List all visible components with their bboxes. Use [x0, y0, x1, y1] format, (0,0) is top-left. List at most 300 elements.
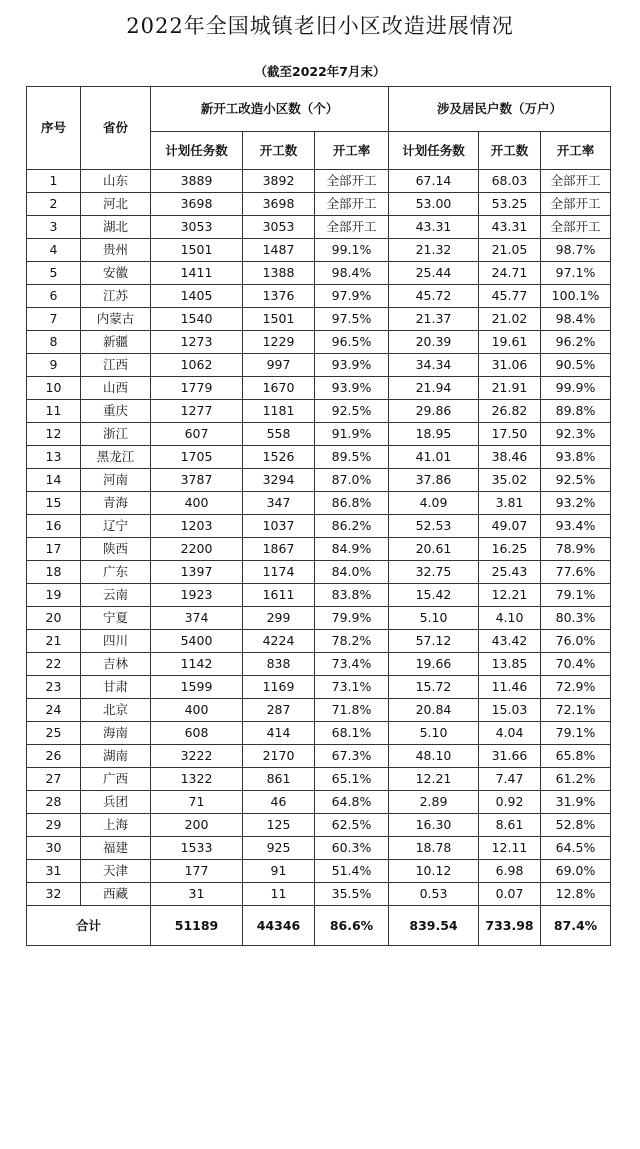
cell-household-rate: 100.1%	[541, 285, 611, 308]
cell-seq: 2	[27, 193, 81, 216]
table-body	[27, 170, 611, 906]
cell-province: 青海	[81, 492, 151, 515]
cell-household-started: 31.66	[479, 745, 541, 768]
cell-community-rate: 86.2%	[315, 515, 389, 538]
cell-province: 西藏	[81, 883, 151, 906]
cell-household-plan: 34.34	[389, 354, 479, 377]
header-h-rate: 开工率	[541, 132, 611, 170]
cell-household-rate: 全部开工	[541, 170, 611, 193]
cell-household-plan: 57.12	[389, 630, 479, 653]
total-h-started: 733.98	[479, 906, 541, 946]
cell-household-plan: 20.39	[389, 331, 479, 354]
cell-community-started: 299	[243, 607, 315, 630]
cell-province: 山东	[81, 170, 151, 193]
cell-community-rate: 全部开工	[315, 216, 389, 239]
cell-household-started: 45.77	[479, 285, 541, 308]
cell-seq: 4	[27, 239, 81, 262]
cell-community-rate: 78.2%	[315, 630, 389, 653]
cell-community-rate: 73.1%	[315, 676, 389, 699]
cell-seq: 25	[27, 722, 81, 745]
cell-seq: 19	[27, 584, 81, 607]
cell-household-rate: 52.8%	[541, 814, 611, 837]
cell-province: 江苏	[81, 285, 151, 308]
cell-community-plan: 1540	[151, 308, 243, 331]
cell-household-plan: 15.72	[389, 676, 479, 699]
cell-community-started: 3053	[243, 216, 315, 239]
cell-community-rate: 79.9%	[315, 607, 389, 630]
cell-community-rate: 71.8%	[315, 699, 389, 722]
cell-community-plan: 1533	[151, 837, 243, 860]
cell-province: 内蒙古	[81, 308, 151, 331]
cell-community-rate: 62.5%	[315, 814, 389, 837]
header-c-rate: 开工率	[315, 132, 389, 170]
cell-household-plan: 48.10	[389, 745, 479, 768]
cell-household-started: 35.02	[479, 469, 541, 492]
cell-community-started: 925	[243, 837, 315, 860]
cell-community-plan: 200	[151, 814, 243, 837]
cell-seq: 32	[27, 883, 81, 906]
cell-province: 吉林	[81, 653, 151, 676]
cell-household-rate: 80.3%	[541, 607, 611, 630]
cell-household-rate: 79.1%	[541, 722, 611, 745]
cell-community-started: 46	[243, 791, 315, 814]
cell-seq: 1	[27, 170, 81, 193]
header-province: 省份	[81, 87, 151, 170]
cell-household-started: 11.46	[479, 676, 541, 699]
table-row	[27, 262, 611, 285]
table-row	[27, 354, 611, 377]
cell-community-started: 1388	[243, 262, 315, 285]
table-row	[27, 538, 611, 561]
cell-province: 广东	[81, 561, 151, 584]
cell-household-rate: 72.1%	[541, 699, 611, 722]
table-row	[27, 308, 611, 331]
cell-province: 辽宁	[81, 515, 151, 538]
cell-seq: 21	[27, 630, 81, 653]
cell-household-started: 0.92	[479, 791, 541, 814]
cell-community-started: 1487	[243, 239, 315, 262]
cell-community-plan: 1203	[151, 515, 243, 538]
table-row	[27, 653, 611, 676]
progress-table	[26, 86, 611, 946]
cell-community-started: 1037	[243, 515, 315, 538]
cell-community-rate: 60.3%	[315, 837, 389, 860]
cell-household-plan: 32.75	[389, 561, 479, 584]
cell-community-started: 11	[243, 883, 315, 906]
cell-province: 安徽	[81, 262, 151, 285]
cell-household-started: 3.81	[479, 492, 541, 515]
cell-province: 山西	[81, 377, 151, 400]
cell-community-rate: 68.1%	[315, 722, 389, 745]
cell-community-started: 838	[243, 653, 315, 676]
cell-community-rate: 99.1%	[315, 239, 389, 262]
cell-community-rate: 92.5%	[315, 400, 389, 423]
table-row	[27, 285, 611, 308]
cell-household-rate: 69.0%	[541, 860, 611, 883]
cell-household-plan: 41.01	[389, 446, 479, 469]
cell-seq: 30	[27, 837, 81, 860]
cell-household-plan: 19.66	[389, 653, 479, 676]
table-row	[27, 423, 611, 446]
cell-household-plan: 5.10	[389, 607, 479, 630]
cell-community-rate: 98.4%	[315, 262, 389, 285]
cell-community-plan: 1923	[151, 584, 243, 607]
cell-household-plan: 0.53	[389, 883, 479, 906]
cell-community-plan: 71	[151, 791, 243, 814]
cell-province: 贵州	[81, 239, 151, 262]
cell-community-rate: 全部开工	[315, 170, 389, 193]
cell-household-plan: 43.31	[389, 216, 479, 239]
cell-household-started: 26.82	[479, 400, 541, 423]
cell-community-started: 3892	[243, 170, 315, 193]
cell-household-plan: 21.37	[389, 308, 479, 331]
cell-household-rate: 79.1%	[541, 584, 611, 607]
table-row	[27, 469, 611, 492]
cell-seq: 26	[27, 745, 81, 768]
cell-household-rate: 65.8%	[541, 745, 611, 768]
cell-community-rate: 65.1%	[315, 768, 389, 791]
total-c-plan: 51189	[151, 906, 243, 946]
cell-community-plan: 1405	[151, 285, 243, 308]
cell-household-started: 21.91	[479, 377, 541, 400]
cell-household-rate: 98.7%	[541, 239, 611, 262]
cell-household-rate: 全部开工	[541, 216, 611, 239]
cell-province: 甘肃	[81, 676, 151, 699]
cell-community-started: 1501	[243, 308, 315, 331]
cell-community-rate: 91.9%	[315, 423, 389, 446]
cell-household-plan: 16.30	[389, 814, 479, 837]
cell-seq: 3	[27, 216, 81, 239]
cell-household-rate: 93.2%	[541, 492, 611, 515]
cell-household-rate: 77.6%	[541, 561, 611, 584]
cell-community-plan: 1705	[151, 446, 243, 469]
cell-province: 广西	[81, 768, 151, 791]
cell-province: 兵团	[81, 791, 151, 814]
cell-community-started: 3294	[243, 469, 315, 492]
cell-household-rate: 99.9%	[541, 377, 611, 400]
total-h-rate: 87.4%	[541, 906, 611, 946]
cell-community-plan: 1501	[151, 239, 243, 262]
cell-community-started: 1174	[243, 561, 315, 584]
table-row	[27, 860, 611, 883]
cell-community-started: 558	[243, 423, 315, 446]
total-c-rate: 86.6%	[315, 906, 389, 946]
cell-community-started: 1611	[243, 584, 315, 607]
cell-household-plan: 67.14	[389, 170, 479, 193]
cell-household-rate: 89.8%	[541, 400, 611, 423]
cell-household-started: 24.71	[479, 262, 541, 285]
cell-community-started: 1526	[243, 446, 315, 469]
header-h-started: 开工数	[479, 132, 541, 170]
cell-seq: 15	[27, 492, 81, 515]
cell-household-started: 4.10	[479, 607, 541, 630]
cell-community-plan: 3787	[151, 469, 243, 492]
cell-household-started: 15.03	[479, 699, 541, 722]
table-row	[27, 492, 611, 515]
cell-household-started: 7.47	[479, 768, 541, 791]
cell-household-started: 43.31	[479, 216, 541, 239]
cell-seq: 29	[27, 814, 81, 837]
header-group-communities: 新开工改造小区数（个）	[151, 87, 389, 132]
cell-province: 湖南	[81, 745, 151, 768]
cell-community-rate: 93.9%	[315, 377, 389, 400]
cell-household-rate: 97.1%	[541, 262, 611, 285]
cell-household-rate: 31.9%	[541, 791, 611, 814]
cell-province: 浙江	[81, 423, 151, 446]
cell-household-plan: 37.86	[389, 469, 479, 492]
cell-seq: 16	[27, 515, 81, 538]
cell-community-rate: 51.4%	[315, 860, 389, 883]
cell-household-plan: 18.95	[389, 423, 479, 446]
cell-community-plan: 374	[151, 607, 243, 630]
cell-seq: 6	[27, 285, 81, 308]
cell-community-started: 287	[243, 699, 315, 722]
table-row	[27, 400, 611, 423]
cell-community-started: 1376	[243, 285, 315, 308]
cell-province: 新疆	[81, 331, 151, 354]
cell-community-started: 125	[243, 814, 315, 837]
cell-household-started: 21.05	[479, 239, 541, 262]
cell-seq: 7	[27, 308, 81, 331]
cell-community-plan: 3222	[151, 745, 243, 768]
cell-household-started: 19.61	[479, 331, 541, 354]
cell-province: 福建	[81, 837, 151, 860]
cell-seq: 27	[27, 768, 81, 791]
table-row	[27, 768, 611, 791]
cell-province: 上海	[81, 814, 151, 837]
cell-seq: 28	[27, 791, 81, 814]
cell-community-plan: 177	[151, 860, 243, 883]
cell-household-started: 16.25	[479, 538, 541, 561]
cell-province: 河北	[81, 193, 151, 216]
cell-household-plan: 53.00	[389, 193, 479, 216]
cell-household-started: 13.85	[479, 653, 541, 676]
cell-province: 江西	[81, 354, 151, 377]
cell-seq: 12	[27, 423, 81, 446]
table-row	[27, 607, 611, 630]
cell-seq: 31	[27, 860, 81, 883]
cell-seq: 9	[27, 354, 81, 377]
cell-community-plan: 607	[151, 423, 243, 446]
table-row	[27, 170, 611, 193]
cell-household-started: 0.07	[479, 883, 541, 906]
cell-household-started: 68.03	[479, 170, 541, 193]
cell-household-rate: 70.4%	[541, 653, 611, 676]
cell-household-rate: 93.8%	[541, 446, 611, 469]
cell-household-rate: 12.8%	[541, 883, 611, 906]
cell-community-rate: 67.3%	[315, 745, 389, 768]
table-row	[27, 676, 611, 699]
cell-household-started: 31.06	[479, 354, 541, 377]
cell-household-started: 12.21	[479, 584, 541, 607]
cell-seq: 24	[27, 699, 81, 722]
cell-household-rate: 92.3%	[541, 423, 611, 446]
table-row	[27, 239, 611, 262]
cell-community-started: 1181	[243, 400, 315, 423]
cell-household-plan: 2.89	[389, 791, 479, 814]
cell-household-rate: 61.2%	[541, 768, 611, 791]
table-row	[27, 837, 611, 860]
cell-seq: 5	[27, 262, 81, 285]
cell-seq: 18	[27, 561, 81, 584]
cell-community-rate: 86.8%	[315, 492, 389, 515]
header-c-started: 开工数	[243, 132, 315, 170]
cell-seq: 8	[27, 331, 81, 354]
cell-community-started: 997	[243, 354, 315, 377]
cell-community-plan: 1273	[151, 331, 243, 354]
cell-household-rate: 72.9%	[541, 676, 611, 699]
cell-community-started: 1169	[243, 676, 315, 699]
cell-seq: 17	[27, 538, 81, 561]
cell-community-rate: 全部开工	[315, 193, 389, 216]
cell-household-plan: 4.09	[389, 492, 479, 515]
cell-community-plan: 3698	[151, 193, 243, 216]
table-row	[27, 446, 611, 469]
cell-household-started: 8.61	[479, 814, 541, 837]
cell-community-rate: 84.9%	[315, 538, 389, 561]
table-row	[27, 561, 611, 584]
table-row	[27, 791, 611, 814]
cell-community-plan: 1397	[151, 561, 243, 584]
cell-community-rate: 84.0%	[315, 561, 389, 584]
cell-community-rate: 93.9%	[315, 354, 389, 377]
cell-community-started: 347	[243, 492, 315, 515]
cell-province: 天津	[81, 860, 151, 883]
cell-household-plan: 25.44	[389, 262, 479, 285]
page-title: 2022年全国城镇老旧小区改造进展情况	[126, 14, 514, 38]
cell-household-rate: 90.5%	[541, 354, 611, 377]
cell-household-plan: 21.32	[389, 239, 479, 262]
cell-community-rate: 83.8%	[315, 584, 389, 607]
table-row	[27, 630, 611, 653]
cell-household-rate: 76.0%	[541, 630, 611, 653]
cell-household-plan: 21.94	[389, 377, 479, 400]
cell-community-rate: 87.0%	[315, 469, 389, 492]
cell-community-rate: 97.9%	[315, 285, 389, 308]
cell-seq: 11	[27, 400, 81, 423]
cell-seq: 22	[27, 653, 81, 676]
cell-household-plan: 20.84	[389, 699, 479, 722]
table-row	[27, 515, 611, 538]
table-row	[27, 883, 611, 906]
cell-seq: 14	[27, 469, 81, 492]
cell-community-plan: 1322	[151, 768, 243, 791]
cell-household-started: 21.02	[479, 308, 541, 331]
cell-community-rate: 73.4%	[315, 653, 389, 676]
cell-province: 陕西	[81, 538, 151, 561]
cell-community-plan: 1779	[151, 377, 243, 400]
cell-community-plan: 608	[151, 722, 243, 745]
cell-household-rate: 96.2%	[541, 331, 611, 354]
table-row	[27, 699, 611, 722]
cell-community-started: 1867	[243, 538, 315, 561]
table-row	[27, 193, 611, 216]
table-row	[27, 216, 611, 239]
cell-household-plan: 15.42	[389, 584, 479, 607]
table-row	[27, 745, 611, 768]
cell-community-plan: 1599	[151, 676, 243, 699]
total-h-plan: 839.54	[389, 906, 479, 946]
cell-community-started: 91	[243, 860, 315, 883]
cell-province: 宁夏	[81, 607, 151, 630]
total-c-started: 44346	[243, 906, 315, 946]
cell-community-rate: 96.5%	[315, 331, 389, 354]
cell-community-rate: 89.5%	[315, 446, 389, 469]
cell-province: 云南	[81, 584, 151, 607]
cell-community-rate: 64.8%	[315, 791, 389, 814]
cell-household-started: 25.43	[479, 561, 541, 584]
cell-household-rate: 93.4%	[541, 515, 611, 538]
cell-household-rate: 78.9%	[541, 538, 611, 561]
header-seq: 序号	[27, 87, 81, 170]
cell-household-started: 38.46	[479, 446, 541, 469]
cell-household-started: 6.98	[479, 860, 541, 883]
cell-seq: 23	[27, 676, 81, 699]
header-h-plan: 计划任务数	[389, 132, 479, 170]
cell-household-rate: 98.4%	[541, 308, 611, 331]
cell-community-plan: 1277	[151, 400, 243, 423]
cell-household-rate: 64.5%	[541, 837, 611, 860]
table-row	[27, 584, 611, 607]
cell-seq: 10	[27, 377, 81, 400]
cell-community-started: 1670	[243, 377, 315, 400]
cell-community-rate: 35.5%	[315, 883, 389, 906]
cell-household-started: 4.04	[479, 722, 541, 745]
page-subtitle: （截至2022年7月末）	[254, 64, 386, 79]
cell-community-started: 1229	[243, 331, 315, 354]
cell-household-plan: 10.12	[389, 860, 479, 883]
cell-community-started: 2170	[243, 745, 315, 768]
cell-community-plan: 1142	[151, 653, 243, 676]
total-row	[27, 906, 611, 946]
cell-province: 四川	[81, 630, 151, 653]
cell-province: 重庆	[81, 400, 151, 423]
cell-household-started: 43.42	[479, 630, 541, 653]
cell-household-started: 49.07	[479, 515, 541, 538]
table-row	[27, 377, 611, 400]
cell-household-plan: 20.61	[389, 538, 479, 561]
cell-community-started: 4224	[243, 630, 315, 653]
cell-province: 河南	[81, 469, 151, 492]
cell-community-started: 861	[243, 768, 315, 791]
cell-community-plan: 5400	[151, 630, 243, 653]
cell-community-started: 3698	[243, 193, 315, 216]
cell-province: 黑龙江	[81, 446, 151, 469]
cell-community-plan: 1062	[151, 354, 243, 377]
cell-province: 湖北	[81, 216, 151, 239]
table-row	[27, 331, 611, 354]
cell-community-plan: 3889	[151, 170, 243, 193]
cell-community-plan: 400	[151, 492, 243, 515]
cell-household-plan: 18.78	[389, 837, 479, 860]
cell-household-plan: 52.53	[389, 515, 479, 538]
cell-community-started: 414	[243, 722, 315, 745]
cell-household-rate: 全部开工	[541, 193, 611, 216]
cell-household-plan: 5.10	[389, 722, 479, 745]
table-row	[27, 814, 611, 837]
header-c-plan: 计划任务数	[151, 132, 243, 170]
cell-community-plan: 3053	[151, 216, 243, 239]
cell-community-rate: 97.5%	[315, 308, 389, 331]
cell-household-plan: 45.72	[389, 285, 479, 308]
cell-household-plan: 12.21	[389, 768, 479, 791]
cell-province: 海南	[81, 722, 151, 745]
cell-community-plan: 400	[151, 699, 243, 722]
cell-household-plan: 29.86	[389, 400, 479, 423]
total-label: 合计	[27, 906, 151, 946]
cell-community-plan: 31	[151, 883, 243, 906]
cell-seq: 20	[27, 607, 81, 630]
